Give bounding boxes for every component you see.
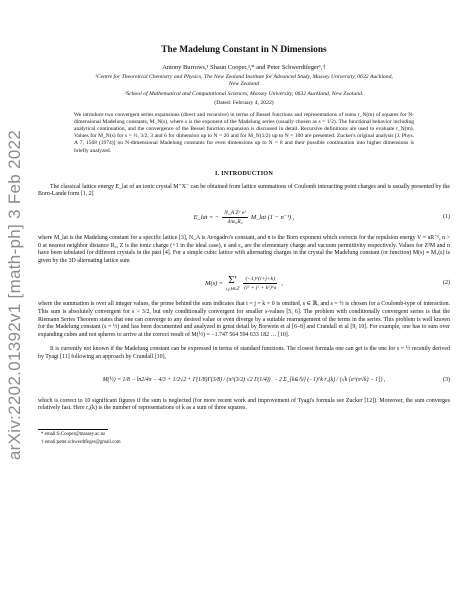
paragraph-4: It is currently not known if the Madelung constant can be expressed in terms of standard functions. The closest formula one can get is the one for s = ½ recently derived by Tyagi [11] following an approach by Crandall [10], [38, 346, 450, 360]
eq1-lhs: E_lat = − [193, 213, 220, 221]
eq2-lhs: M(s) = [205, 279, 224, 287]
eq2-sum-index: i,j,k∈ℤ [226, 286, 240, 292]
paragraph-1: The classical lattice energy E_lat of an ionic crystal M⁺X⁻ can be obtained from lattice summations of Coulomb interacting point charges and is usually presented by the Born-Lande form [1, 2] [38, 183, 450, 198]
affiliation-2: ²School of Mathematical and Computational Sciences, Massey University, 0632 Auckland, New Zealand. [124, 91, 364, 98]
footnote-email-1: * email:S.Cooper@massey.ac.nz [41, 431, 106, 437]
equation-3 [38, 367, 450, 393]
paragraph-3: where the summation is over all integer values, the prime behind the sum indicates that i = j = k = 0 is omitted, s ∈ ℝ, and s = ½ is chosen for a Coulomb-type of interaction. This sum is absolutely convergent for s > 3/2, but only conditionally convergent for smaller s-values [5, 6]. The problem with conditionally convergent series is that the Riemann Series Theorem states that one can converge to any desired value or even diverge by a suitable rearrangement of the terms in the series. This problem is well known for the Madelung constant (s = ½) and has been documented and analyzed in great detail by Borwein et al [6–8] and Crandall et al [9, 10]. For example, one has to sum over expanding cubes and not spheres to arrive at the correct result of M(½) = −1.747 564 594 633 182 … [10]. [38, 301, 450, 338]
eq3-rhs: − 2 Σ_{k∈ℕ} (−1)^k r₃(k) / (√k [e^(π√k) − 1]) , [273, 376, 386, 383]
eq1-number: (1) [443, 214, 450, 221]
paper-page [38, 38, 450, 447]
arxiv-id-text: arXiv:2202.01392v1 [math-ph] 3 Feb 2022 [5, 129, 25, 461]
eq2-rhs: , [281, 279, 283, 287]
footnote-email-2: † email:peter.schwerdtfeger@gmail.com [41, 440, 121, 446]
author-list: Antony Burrows,¹ Shaun Cooper,²,* and Peter Schwerdtfeger¹,† [162, 64, 326, 71]
eq2-number: (2) [443, 280, 450, 287]
footnote-divider [38, 429, 108, 430]
eq2-numerator: (−1)^(i+j+k) [245, 275, 275, 282]
eq3-lhs: M(½) = 1/8 − ln2/4π − 4/3 + 1/2√2 + Γ(1/8)Γ(3/8) / (π^(3/2) √2 Γ(1/4)) [102, 376, 271, 383]
affiliation-1: ¹Centre for Theoretical Chemistry and Physics, The New Zealand Institute for Advanced Study, Massey University, 0632 Auckland, New Zealand [95, 74, 393, 88]
paragraph-2: where M_lat is the Madelung constant for a specific lattice [3], N_A is Avogadro's constant, and n is the Born exponent which corrects for the repulsion energy V = aR⁻ⁿ, n > 0 at nearest neighbor distance R₀, Z is the ionic charge (+1 in the ideal case), e and ε₀ are the elementary charge and vacuum permittivity respectively. Values for Z²M and n have been tabulated for different crystals in the past [4]. For a simple cubic lattice with alternating charges in the crystal the Madelung constant (or function) M(s) ≡ M₃(s) is given by the 3D alternating lattice sum [38, 235, 450, 264]
eq1-numerator: N_A Z² e² [224, 209, 246, 216]
eq2-sum [226, 274, 239, 292]
eq3-number: (3) [443, 376, 450, 383]
eq2-denominator: (i² + j² + k²)^s [244, 284, 277, 291]
equation-1 [38, 204, 450, 230]
paragraph-5: which is correct to 10 significant figures if the sum is neglected (for more recent work and improvement of Tyagi's formula see Zucker [12]). Moreover, the sum converges relatively fast. Here r₃(k) is the number of representations of k as a sum of three squares. [38, 397, 450, 412]
eq2-sigma: Σ′ [228, 274, 238, 287]
arxiv-side-stamp [2, 120, 28, 470]
section-heading: I. INTRODUCTION [214, 169, 273, 177]
eq1-rhs: M_lat (1 − n⁻¹) , [250, 214, 295, 222]
abstract: We introduce two convergent series expansions (direct and recursive) in terms of Bessel functions and representations of sums r_N(m) of squares for N-dimensional Madelung constants, M_N(s), where s is the exponent of the Madelung series (usually chosen as s = 1/2). The functional behavior including analytical continuation, and the convergence of the Bessel function expansion is discussed in detail. Recursive definitions are used to evaluate r_N(m). Values for M_N(s) for s = ½, 3/2, 3 and 6 for dimension up to N = 20 and for M_N(1/2) up to N = 100 are presented. Zucker's original analysis [J. Phys. A 7, 1568 (1974)] on N-dimensional Madelung constants for even dimensions up to N = 8 and their possible continuation into higher dimensions is briefly analyzed. [74, 111, 414, 154]
equation-2 [38, 270, 450, 296]
eq1-fraction [222, 210, 248, 225]
dated-line: (Dated: February 4, 2022) [214, 99, 274, 106]
eq2-fraction [242, 276, 278, 291]
eq1-denominator: 4πε₀R₀ [227, 218, 243, 225]
paper-title: The Madelung Constant in N Dimensions [161, 45, 327, 55]
